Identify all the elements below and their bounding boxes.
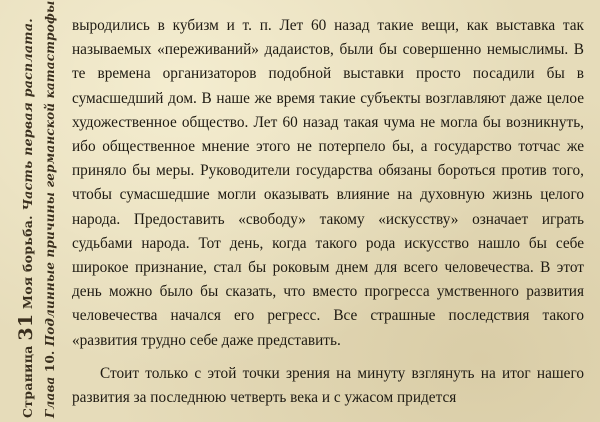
chapter-number: 10. (43, 350, 57, 373)
page-number: 31 (15, 313, 37, 341)
page-label: Страница (20, 345, 35, 418)
part-title: Часть первая расплата. (20, 18, 35, 211)
body-text (72, 14, 584, 410)
chapter-title: Подлинные причины германской катастрофы (43, 0, 57, 347)
margin-line-page-and-title (14, 0, 40, 418)
chapter-label: Глава (43, 376, 57, 418)
book-title: Моя борьба. (20, 215, 35, 309)
paragraph-1: выродились в кубизм и т. п. Лет 60 назад такие вещи, как выставка так называемых «переживаний» дадаистов, были бы совершенно немыслимы. В те времена организаторов подобной выставки просто посадили бы в сумасшедший дом. В наше же время такие субъекты возглавляют даже целое художественное общество. Лет 60 назад такая чума не могла бы возникнуть, ибо общественное мнение этого не потерпело бы, а государство тотчас же приняло бы меры. Руководители государства обязаны бороться против того, чтобы сумасшедшие могли оказывать влияние на духовную жизнь целого народа. Предоставить «свободу» такому «искусству» означает играть судьбами народа. Тот день, когда такого рода искусство нашло бы себе широкое признание, стал бы роковым днем для всего человечества. В этот день можно было бы сказать, что вместо прогресса умственного развития человечества начался его регресс. Все страшные последствия такого «развития трудно себе даже представить. (72, 17, 584, 349)
margin-line-chapter (38, 0, 62, 418)
margin-running-header (8, 0, 68, 422)
paragraph-2: Стоит только с этой точки зрения на минуту взглянуть на итог нашего развития за последнюю четверть века и с ужасом придется (72, 364, 584, 407)
